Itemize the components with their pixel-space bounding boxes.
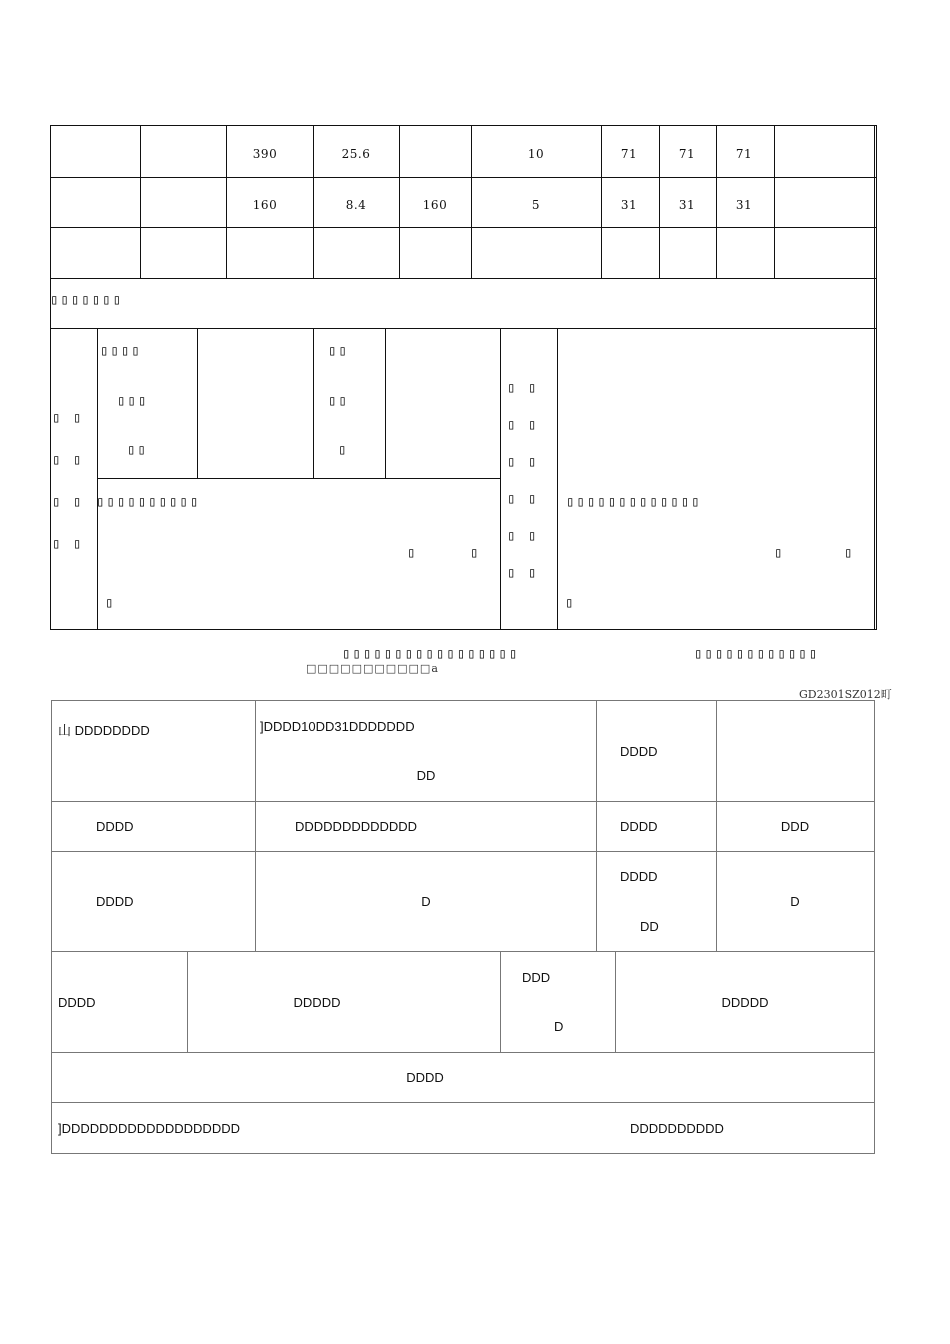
vertical-label: ▯ ▯ [52,536,84,552]
section-title: ▯▯▯▯▯▯▯ [50,292,124,308]
table-cell: DDDD [406,1070,444,1085]
table-cell: ]DDDD10DD31DDDDDDD [260,719,415,734]
table-cell: 31 [678,198,696,212]
table-cell: DDDD [620,744,658,759]
field-label: ▯▯ [328,393,349,409]
date-mark: ▯ [105,595,116,611]
table-cell: DDDD [96,819,134,834]
table-cell: DDD [522,970,551,985]
field-label: ▯▯▯▯ [100,343,142,359]
vertical-label: ▯ ▯ [507,565,539,581]
vertical-label: ▯ ▯ [52,452,84,468]
table-cell: DDDD [58,995,96,1010]
table-cell: DDDDD [293,995,341,1010]
vertical-label: ▯ ▯ [507,380,539,396]
table-cell: 10 [527,147,545,161]
table-cell: 山 DDDDDDDD [58,723,150,738]
table-cell: 71 [678,147,696,161]
table-cell: D [790,894,800,909]
footer-note: ▯▯▯▯▯▯▯▯▯▯▯▯▯▯▯▯▯ [342,646,520,662]
vertical-label: ▯ ▯ [52,410,84,426]
table-cell: DDDD [620,869,658,884]
table-cell: DDDDD [721,995,769,1010]
vertical-label: ▯ ▯ [507,528,539,544]
footer-subnote: □□□□□□□□□□□a [306,662,439,675]
table-cell: 31 [620,198,638,212]
table-cell: 5 [531,198,541,212]
table-cell: 71 [735,147,753,161]
table-cell: D [421,894,431,909]
table-cell: 25.6 [341,147,371,161]
vertical-label: ▯ ▯ [507,454,539,470]
field-label: ▯▯ [328,343,349,359]
table-cell: 160 [252,198,278,212]
date-mark: ▯ [407,545,418,561]
table-cell: DDDDDDDDDD [630,1121,724,1136]
table-cell: DD [416,768,436,783]
table-cell: 71 [620,147,638,161]
table-cell: DDDD [96,894,134,909]
date-mark: ▯ [470,545,481,561]
table-cell: DDD [780,819,810,834]
field-label: ▯▯▯ [117,393,149,409]
field-label: ▯ [338,442,349,458]
field-label: ▯▯ [127,442,148,458]
table-cell: 31 [735,198,753,212]
table-cell: 160 [422,198,448,212]
footer-note: ▯▯▯▯▯▯▯▯▯▯▯▯ [694,646,820,662]
date-mark: ▯ [774,545,785,561]
table-cell: DDDDDDDDDDDDD [295,819,418,834]
table-cell: DD [640,919,659,934]
field-label: ▯▯▯▯▯▯▯▯▯▯ [96,494,201,510]
table-cell: ]DDDDDDDDDDDDDDDDDDD [58,1121,240,1136]
field-label: ▯▯▯▯▯▯▯▯▯▯▯▯▯ [566,494,702,510]
document-code: GD2301SZ012町 [799,688,892,701]
table-cell: DDDD [620,819,658,834]
date-mark: ▯ [844,545,855,561]
date-mark: ▯ [565,595,576,611]
vertical-label: ▯ ▯ [52,494,84,510]
vertical-label: ▯ ▯ [507,417,539,433]
table-cell: 8.4 [345,198,367,212]
table-cell: D [554,1019,564,1034]
table-cell: 390 [252,147,278,161]
vertical-label: ▯ ▯ [507,491,539,507]
